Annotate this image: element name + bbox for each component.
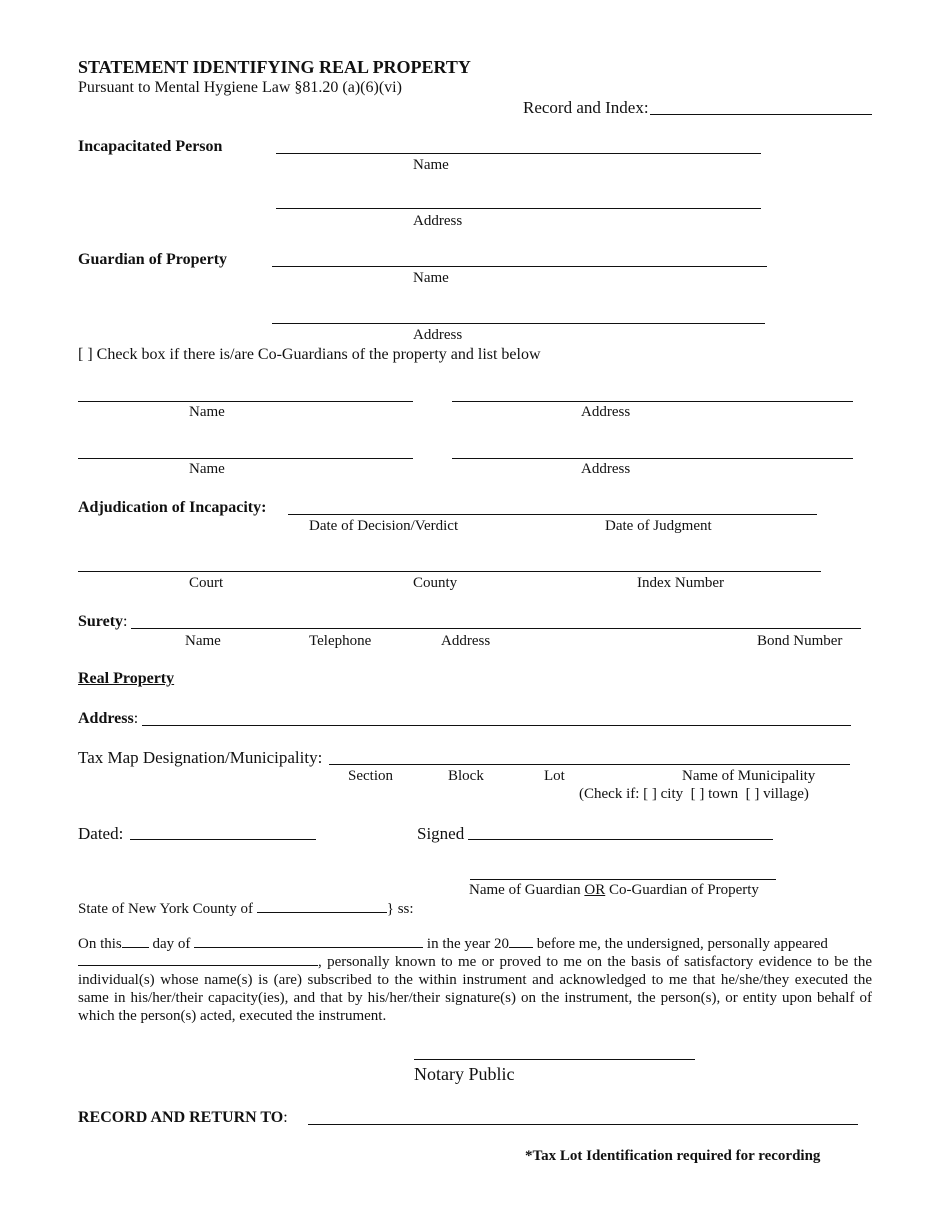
guardian-name-caption-line: Name of Guardian OR Co-Guardian of Property xyxy=(469,882,759,898)
date-decision-caption: Date of Decision/Verdict xyxy=(309,518,459,534)
guardian-of-property-label: Guardian of Property xyxy=(78,251,228,268)
adjudication-dates-field[interactable] xyxy=(288,514,817,515)
notary-signature-field[interactable] xyxy=(414,1059,695,1060)
ack-appeared-field[interactable] xyxy=(78,953,318,966)
county-caption: County xyxy=(413,575,458,591)
real-property-heading: Real Property xyxy=(78,670,175,687)
co-guardian-2-address-caption: Address xyxy=(581,461,631,477)
incapacitated-address-field[interactable] xyxy=(276,208,761,209)
record-return-label: RECORD AND RETURN TO: xyxy=(78,1109,288,1126)
court-caption: Court xyxy=(189,575,224,591)
signed-label: Signed xyxy=(417,824,465,843)
co-guardian-2-address-field[interactable] xyxy=(452,458,853,459)
dated-label: Dated: xyxy=(78,824,124,843)
ack-year-field[interactable] xyxy=(509,935,533,948)
dated-field[interactable] xyxy=(130,839,316,840)
date-judgment-caption: Date of Judgment xyxy=(605,518,712,534)
guardian-name-field[interactable] xyxy=(272,266,767,267)
block-caption: Block xyxy=(448,768,484,784)
guardian-printed-name-field[interactable] xyxy=(470,879,776,880)
incapacitated-name-field[interactable] xyxy=(276,153,761,154)
co-guardian-1-name-caption: Name xyxy=(189,404,225,420)
index-number-caption: Index Number xyxy=(637,575,725,591)
surety-bond-caption: Bond Number xyxy=(757,633,843,649)
section-caption: Section xyxy=(348,768,393,784)
co-guardian-1-address-field[interactable] xyxy=(452,401,853,402)
surety-telephone-caption: Telephone xyxy=(309,633,372,649)
court-county-index-field[interactable] xyxy=(78,571,821,572)
acknowledgment-paragraph: On this day of in the year 20 before me, the undersigned, personally appeared , personally known to me or proved to me on the basis of satisfactory evidence to be the individual(s) whose name(s) is (are) subscribed to the within instrument and acknowledged to me that he/she/they executed the same in his/her/their capacity(ies), and that by his/her/their signature(s) on the instrument, the person(s), or entity upon behalf of which the person(s) acted, executed the instrument. xyxy=(78,936,872,1024)
form-subtitle: Pursuant to Mental Hygiene Law §81.20 (a)(6)(vi) xyxy=(78,79,402,96)
record-return-field[interactable] xyxy=(308,1124,858,1125)
county-of-field[interactable] xyxy=(257,900,387,913)
guardian-address-field[interactable] xyxy=(272,323,765,324)
property-address-field[interactable] xyxy=(142,725,851,726)
guardian-address-caption: Address xyxy=(413,327,463,343)
surety-address-caption: Address xyxy=(441,633,491,649)
lot-caption: Lot xyxy=(544,768,565,784)
property-address-label: Address: xyxy=(78,710,139,727)
co-guardian-checkbox-text: Check box if there is/are Co-Guardians of the property and list below xyxy=(96,346,541,363)
co-guardian-2-name-field[interactable] xyxy=(78,458,413,459)
record-index-field[interactable] xyxy=(650,114,872,115)
tax-lot-footnote: *Tax Lot Identification required for recording xyxy=(525,1148,821,1164)
notary-public-caption: Notary Public xyxy=(414,1064,515,1084)
incapacitated-name-caption: Name xyxy=(413,157,449,173)
municipality-caption: Name of Municipality xyxy=(682,768,816,784)
record-index-label: Record and Index: xyxy=(523,98,649,117)
municipality-type-checkboxes[interactable]: (Check if: [ ] city [ ] town [ ] village) xyxy=(579,786,809,802)
co-guardian-checkbox[interactable]: [ ] xyxy=(78,346,93,363)
signature-field[interactable] xyxy=(468,839,773,840)
state-county-line: State of New York County of } ss: xyxy=(78,901,414,917)
ack-month-field[interactable] xyxy=(194,935,423,948)
incapacitated-person-label: Incapacitated Person xyxy=(78,138,223,155)
co-guardian-2-name-caption: Name xyxy=(189,461,225,477)
tax-map-field[interactable] xyxy=(329,764,850,765)
ack-day-field[interactable] xyxy=(122,935,149,948)
co-guardian-1-address-caption: Address xyxy=(581,404,631,420)
surety-field[interactable] xyxy=(131,628,861,629)
surety-name-caption: Name xyxy=(185,633,221,649)
surety-label: Surety: xyxy=(78,613,128,630)
tax-map-label: Tax Map Designation/Municipality: xyxy=(78,748,323,767)
co-guardian-1-name-field[interactable] xyxy=(78,401,413,402)
adjudication-label: Adjudication of Incapacity: xyxy=(78,499,267,516)
co-guardian-checkbox-row xyxy=(78,346,541,364)
form-title: STATEMENT IDENTIFYING REAL PROPERTY xyxy=(78,57,471,77)
guardian-name-caption: Name xyxy=(413,270,449,286)
incapacitated-address-caption: Address xyxy=(413,213,463,229)
